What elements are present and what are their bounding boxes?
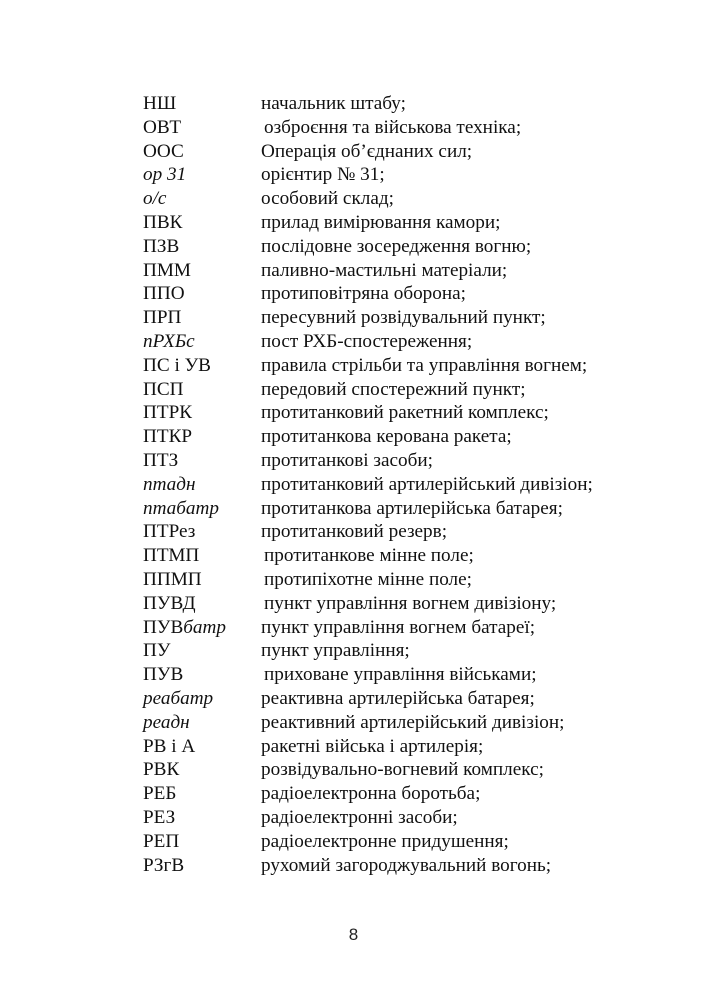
abbreviation-term: НШ — [143, 93, 177, 114]
abbreviation-entry — [143, 140, 643, 164]
abbreviation-term: птадн — [143, 473, 196, 495]
abbreviation-term: ПС і УВ — [143, 354, 211, 376]
abbreviation-entry — [143, 92, 643, 116]
abbreviation-definition: пункт управління вогнем дивізіону; — [264, 592, 557, 614]
abbreviation-entry — [143, 663, 643, 687]
abbreviation-term: ОВТ — [143, 116, 182, 138]
abbreviation-definition: правила стрільби та управління вогнем; — [261, 354, 588, 376]
abbreviation-term: ПТРК — [143, 402, 193, 424]
abbreviation-entry — [143, 639, 643, 663]
abbreviation-definition: орієнтир № 31; — [261, 164, 385, 186]
abbreviation-entry — [143, 163, 643, 187]
abbreviation-entry — [143, 354, 643, 378]
abbreviation-definition: протитанкові засоби; — [261, 449, 433, 471]
abbreviation-definition: реактивна артилерійська батарея; — [261, 687, 535, 709]
abbreviation-entry — [143, 401, 643, 425]
abbreviations-list — [143, 92, 643, 877]
abbreviation-entry — [143, 306, 643, 330]
abbreviation-entry — [143, 687, 643, 711]
abbreviation-term: РЗгВ — [143, 854, 185, 876]
abbreviation-definition: паливно-мастильні матеріали; — [261, 259, 508, 281]
abbreviation-definition: начальник штабу; — [261, 93, 406, 114]
abbreviation-definition: приховане управління військами; — [264, 664, 537, 686]
abbreviation-term: ПММ — [143, 259, 191, 281]
abbreviation-definition: пункт управління вогнем батареї; — [261, 616, 536, 638]
abbreviation-term: пРХБс — [143, 330, 195, 352]
abbreviation-term-upright: ПУВ — [143, 616, 184, 638]
abbreviation-term: ООС — [143, 140, 184, 162]
abbreviation-term: РЕБ — [143, 783, 177, 805]
abbreviation-definition: реактивний артилерійський дивізіон; — [261, 711, 565, 733]
abbreviation-term: ПСП — [143, 378, 184, 400]
abbreviation-entry — [143, 378, 643, 402]
abbreviation-term: о/с — [143, 188, 167, 210]
abbreviation-term: РВ і А — [143, 735, 196, 757]
abbreviation-term: РЕЗ — [143, 806, 176, 828]
abbreviation-entry — [143, 520, 643, 544]
abbreviation-definition: радіоелектронна боротьба; — [261, 783, 481, 805]
abbreviation-entry — [143, 782, 643, 806]
abbreviation-definition: протитанковий ракетний комплекс; — [261, 402, 549, 424]
abbreviation-term: РЕП — [143, 830, 180, 852]
abbreviation-term: реадн — [143, 711, 190, 733]
abbreviation-definition: пункт управління; — [261, 640, 410, 662]
abbreviation-entry — [143, 497, 643, 521]
abbreviation-definition: Операція об’єднаних сил; — [261, 140, 473, 162]
abbreviation-definition: ракетні війська і артилерія; — [261, 735, 484, 757]
abbreviation-definition: протитанковий резерв; — [261, 521, 448, 543]
abbreviation-entry — [143, 259, 643, 283]
abbreviation-definition: пересувний розвідувальний пункт; — [261, 307, 546, 329]
abbreviation-term: ПУВД — [143, 592, 196, 614]
abbreviation-entry — [143, 544, 643, 568]
abbreviation-definition: рухомий загороджувальний вогонь; — [261, 854, 552, 876]
abbreviation-entry — [143, 616, 643, 640]
abbreviation-entry — [143, 330, 643, 354]
abbreviation-definition: протитанкове мінне поле; — [264, 545, 474, 567]
abbreviation-term: ПТКР — [143, 426, 193, 448]
abbreviation-entry — [143, 854, 643, 878]
abbreviation-definition: пост РХБ-спостереження; — [261, 330, 473, 352]
abbreviation-term: ПРП — [143, 307, 182, 329]
abbreviation-entry — [143, 830, 643, 854]
abbreviation-term-italic: батр — [183, 616, 226, 638]
abbreviation-term: ПТРез — [143, 521, 196, 543]
abbreviation-definition: протитанкова керована ракета; — [261, 426, 512, 448]
abbreviation-entry — [143, 449, 643, 473]
abbreviation-term: ПУ — [143, 640, 171, 662]
page-number: 8 — [348, 925, 359, 944]
abbreviation-definition: протипіхотне мінне поле; — [264, 568, 472, 590]
abbreviation-definition: озброєння та військова техніка; — [264, 116, 522, 138]
abbreviation-term: ПУВ — [143, 664, 184, 686]
abbreviation-entry — [143, 282, 643, 306]
abbreviation-definition: протитанковий артилерійський дивізіон; — [261, 473, 593, 495]
abbreviation-term: реабатр — [143, 687, 214, 709]
abbreviation-term: ПЗВ — [143, 235, 180, 257]
abbreviation-term: ППО — [143, 283, 185, 305]
abbreviation-definition: радіоелектронне придушення; — [261, 830, 509, 852]
abbreviation-term: ПВК — [143, 211, 183, 233]
abbreviation-entry — [143, 711, 643, 735]
abbreviation-definition: особовий склад; — [261, 188, 394, 210]
abbreviation-entry — [143, 806, 643, 830]
abbreviation-entry — [143, 592, 643, 616]
abbreviation-entry — [143, 235, 643, 259]
abbreviation-term: ППМП — [143, 568, 202, 590]
abbreviation-definition: прилад вимірювання камори; — [261, 211, 501, 233]
abbreviation-entry — [143, 116, 643, 140]
abbreviation-entry — [143, 425, 643, 449]
abbreviation-definition: радіоелектронні засоби; — [261, 806, 458, 828]
abbreviation-entry — [143, 211, 643, 235]
abbreviation-definition: протитанкова артилерійська батарея; — [261, 497, 563, 519]
abbreviation-entry — [143, 473, 643, 497]
abbreviation-term — [143, 616, 261, 640]
abbreviation-term: ПТЗ — [143, 449, 179, 471]
abbreviation-term: ПТМП — [143, 545, 200, 567]
abbreviation-entry — [143, 568, 643, 592]
abbreviation-definition: послідовне зосередження вогню; — [261, 235, 532, 257]
abbreviation-definition: розвідувально-вогневий комплекс; — [261, 759, 544, 781]
abbreviation-definition: передовий спостережний пункт; — [261, 378, 526, 400]
abbreviation-entry — [143, 758, 643, 782]
abbreviation-term: РВК — [143, 759, 180, 781]
abbreviation-term: ор 31 — [143, 164, 187, 186]
abbreviation-term: птабатр — [143, 497, 219, 519]
abbreviation-definition: протиповітряна оборона; — [261, 283, 466, 305]
abbreviation-entry — [143, 735, 643, 759]
abbreviation-entry — [143, 187, 643, 211]
